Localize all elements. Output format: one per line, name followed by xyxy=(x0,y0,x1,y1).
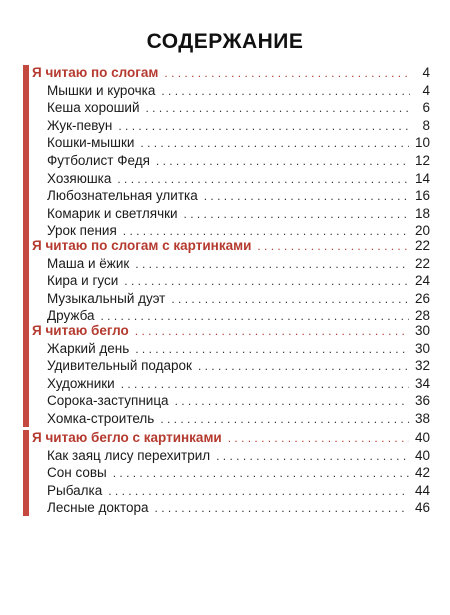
leader-dots xyxy=(140,134,409,152)
page-number: 40 xyxy=(414,430,430,445)
toc-entry-label: Мышки и курочка xyxy=(47,82,156,98)
page-number: 24 xyxy=(414,273,430,289)
leader-dots xyxy=(198,357,409,375)
page-number: 6 xyxy=(422,100,430,116)
page-number: 38 xyxy=(414,411,430,426)
leader-dots xyxy=(113,464,409,482)
toc-entry-label: Кеша хороший xyxy=(47,100,140,116)
toc-entry-label: Комарик и светлячки xyxy=(47,205,178,221)
page-number: 22 xyxy=(414,238,430,253)
page-number: 20 xyxy=(414,223,430,239)
toc-entry[interactable] xyxy=(47,464,430,482)
page-number: 10 xyxy=(414,135,430,151)
section-heading[interactable] xyxy=(32,429,430,447)
toc-entry-label: Сон совы xyxy=(47,465,107,481)
section-heading[interactable] xyxy=(32,322,430,340)
section-bar xyxy=(23,65,29,239)
toc-entry-label: Хомка-строитель xyxy=(47,411,155,426)
toc-entry[interactable] xyxy=(47,499,430,517)
leader-dots xyxy=(175,392,409,410)
leader-dots xyxy=(135,255,409,273)
page-number: 28 xyxy=(414,308,430,324)
toc-entry[interactable] xyxy=(47,357,430,375)
leader-dots xyxy=(184,205,409,223)
toc-entry[interactable] xyxy=(47,482,430,500)
section-bar xyxy=(23,323,29,427)
leader-dots xyxy=(204,187,409,205)
page-number: 30 xyxy=(414,323,430,338)
page-number: 26 xyxy=(414,290,430,306)
leader-dots xyxy=(117,170,409,188)
leader-dots xyxy=(164,64,410,82)
page-number: 4 xyxy=(422,65,430,80)
page-number: 14 xyxy=(414,170,430,186)
toc-entry-label: Кошки-мышки xyxy=(47,135,135,151)
toc-entry[interactable] xyxy=(47,255,430,273)
page-number: 30 xyxy=(414,340,430,356)
toc-entry-label: Дружба xyxy=(47,308,95,324)
toc-entry-label: Кира и гуси xyxy=(47,273,119,289)
toc-entry-label: Лесные доктора xyxy=(47,500,149,516)
leader-dots xyxy=(124,272,409,290)
toc-entry-label: Художники xyxy=(47,375,115,391)
toc-entry-label: Жаркий день xyxy=(47,340,130,356)
page-number: 40 xyxy=(414,447,430,463)
section-heading[interactable] xyxy=(32,64,430,82)
page-number: 44 xyxy=(414,482,430,498)
page-number: 32 xyxy=(414,358,430,374)
section-bar xyxy=(23,238,29,324)
toc-entry[interactable] xyxy=(47,447,430,465)
page-number: 22 xyxy=(414,255,430,271)
toc-entry[interactable] xyxy=(47,187,430,205)
leader-dots xyxy=(161,82,410,100)
leader-dots xyxy=(228,429,409,447)
page-number: 12 xyxy=(414,153,430,168)
toc-entry-label: Хозяюшка xyxy=(47,170,112,186)
page-number: 46 xyxy=(414,500,430,516)
leader-dots xyxy=(156,152,409,170)
toc-entry[interactable] xyxy=(47,340,430,358)
toc-entry[interactable] xyxy=(47,117,430,135)
toc-entry-label: Маша и ёжик xyxy=(47,255,130,271)
toc-entry[interactable] xyxy=(47,410,430,428)
toc-entry-label: Урок пения xyxy=(47,223,117,239)
toc-entry[interactable] xyxy=(47,134,430,152)
toc-entry[interactable] xyxy=(47,170,430,188)
leader-dots xyxy=(108,482,409,500)
toc-entry-label: Жук-певун xyxy=(47,117,113,133)
section-bar xyxy=(23,430,29,516)
toc-entry[interactable] xyxy=(47,272,430,290)
toc-entry[interactable] xyxy=(47,99,430,117)
page-number: 36 xyxy=(414,393,430,409)
page-number: 34 xyxy=(414,375,430,391)
section-heading[interactable] xyxy=(32,237,430,255)
leader-dots xyxy=(257,237,409,255)
leader-dots xyxy=(146,99,411,117)
leader-dots xyxy=(171,290,409,308)
toc-entry-label: Футболист Федя xyxy=(47,153,150,168)
toc-entry[interactable] xyxy=(47,82,430,100)
section-heading-label: Я читаю бегло с картинками xyxy=(32,430,222,445)
toc-entry[interactable] xyxy=(47,392,430,410)
page-number: 8 xyxy=(422,117,430,133)
page-number: 4 xyxy=(422,82,430,98)
toc-entry-label: Музыкальный дуэт xyxy=(47,290,166,306)
toc-entry-label: Рыбалка xyxy=(47,482,103,498)
section-heading-label: Я читаю бегло xyxy=(32,323,129,338)
page-number: 18 xyxy=(414,205,430,221)
leader-dots xyxy=(121,375,409,393)
toc-entry-label: Любознательная улитка xyxy=(47,188,198,204)
toc-entry-label: Как заяц лису перехитрил xyxy=(47,447,211,463)
page-title: СОДЕРЖАНИЕ xyxy=(146,30,304,53)
leader-dots xyxy=(155,499,409,517)
leader-dots xyxy=(160,410,409,428)
toc-entry-label: Сорока-заступница xyxy=(47,393,169,409)
toc-entry-label: Удивительный подарок xyxy=(47,358,192,374)
toc-entry[interactable] xyxy=(47,205,430,223)
toc-entry[interactable] xyxy=(47,375,430,393)
leader-dots xyxy=(135,322,409,340)
section-heading-label: Я читаю по слогам xyxy=(32,65,159,80)
leader-dots xyxy=(118,117,410,135)
leader-dots xyxy=(135,340,409,358)
leader-dots xyxy=(216,447,409,465)
page-number: 42 xyxy=(414,465,430,481)
page-number: 16 xyxy=(414,188,430,204)
toc-entry[interactable] xyxy=(47,290,430,308)
toc-entry[interactable] xyxy=(47,152,430,170)
section-heading-label: Я читаю по слогам с картинками xyxy=(32,238,252,253)
